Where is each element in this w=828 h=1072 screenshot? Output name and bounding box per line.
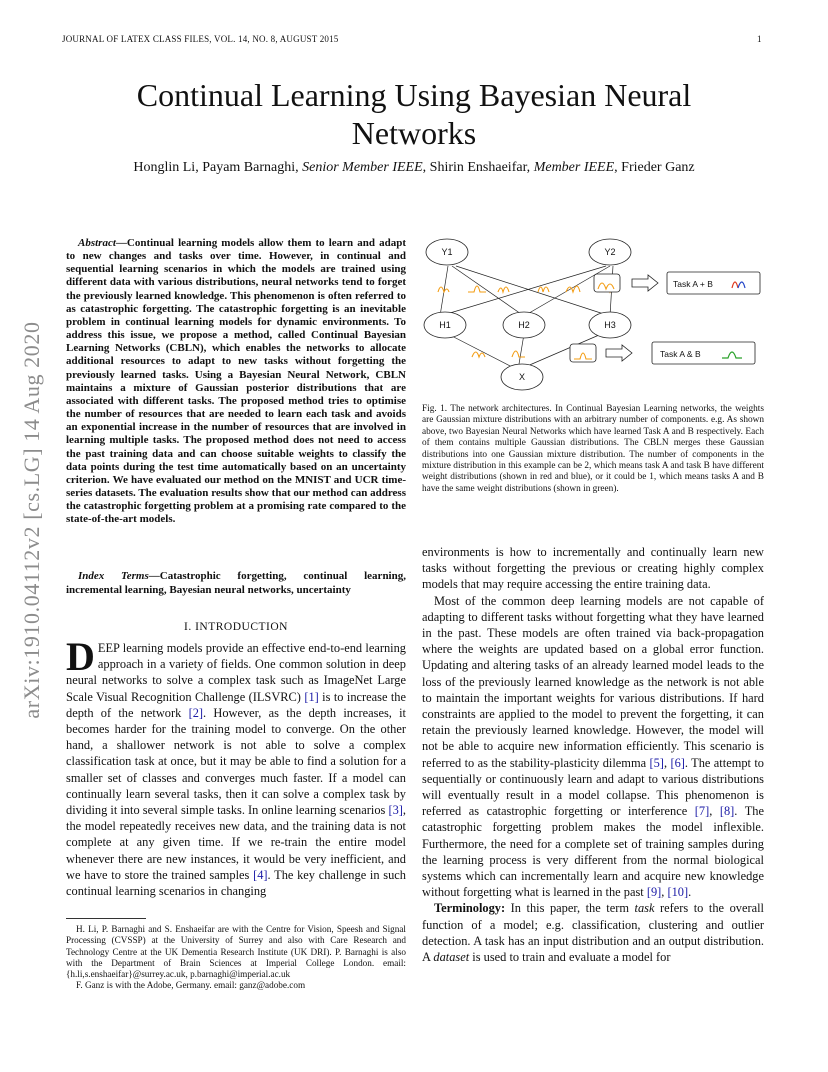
abstract-text: —Continual learning models allow them to learn and adapt to new changes and tasks over time. However, in continual and sequential learning scenarios in which the models are trained using different data with various distributions, neural networks tend to forget the previously learned knowledge. This phenomenon is often referred to as catastrophic forgetting. The catastrophic forgetting is an inevitable problem in continual learning models for dynamic environments. To address this issue, we propose a method, called Continual Bayesian Learning Networks (CBLN), which enables the networks to allocate additional resources to adapt to new tasks without forgetting the previously learned tasks. Using a Bayesian Neural Network, CBLN maintains a mixture of Gaussian posterior distributions that are associated with different tasks. The proposed method tries to optimise the number of resources that are needed to learn each task and avoids an exponential increase in the number of resources that are involved in learning multiple tasks. The proposed method does not need to access the past training data and can choose suitable weights to classify the data points during the test time automatically based on an uncertainty criterion. We have evaluated our method on the MNIST and UCR time-series datasets. The evaluation results show that our method can address the catastrophic forgetting problem at a promising rate compared to the state-of-the-art models. <box>66 237 406 526</box>
section-heading: I. INTRODUCTION <box>184 621 288 633</box>
citation-link[interactable]: [7] <box>694 804 710 819</box>
drop-cap: D <box>66 634 95 679</box>
body-text: refers to the overall function of a model; e.g. classification, clustering and outlier detection. A task has an input distribution and an output distribution. A <box>422 901 764 965</box>
network-architecture-figure <box>420 232 765 402</box>
arxiv-stamp-container <box>12 285 52 755</box>
running-header: JOURNAL OF LATEX CLASS FILES, VOL. 14, NO. 8, AUGUST 2015 <box>62 34 339 44</box>
footnotes <box>66 924 406 992</box>
task-box-label: Task A + B <box>673 279 713 289</box>
abstract <box>66 237 406 526</box>
citation-link[interactable]: [1] <box>304 689 319 704</box>
author-text: , Shirin Enshaeifar, <box>422 160 534 175</box>
author-list <box>60 160 768 176</box>
body-text: In this paper, the term <box>505 901 635 916</box>
node-h3-label: H3 <box>604 320 616 330</box>
citation-link[interactable]: [10] <box>667 885 689 900</box>
emphasis: task <box>634 901 655 916</box>
node-h2-label: H2 <box>518 320 530 330</box>
paragraph: environments is how to incrementally and continually learn new tasks without forgetting the previous or creating highly complex models that may require accessing the entire training data. <box>422 545 764 592</box>
footnote-ganz: F. Ganz is with the Adobe, Germany. email: ganz@adobe.com <box>76 980 306 991</box>
distribution-icon <box>472 352 485 357</box>
citation-link[interactable]: [6] <box>670 755 685 770</box>
body-text: is used to train and evaluate a model for <box>469 950 671 965</box>
citation-link[interactable]: [3] <box>388 803 403 818</box>
footnote-affiliation: H. Li, P. Barnaghi and S. Enshaeifar are with the Centre for Vision, Speesh and Signal Processing (CVSSP) at the University of Surrey and also with Care Research and Technology Centre at the UK Dementia Research Institute (UK DRI). P. Barnaghi is also with the Department of Brain Sciences at Imperial College London. email: {h.li,s.enshaeifar}@surrey.ac.uk, p.barnaghi@imperial.ac.uk <box>66 924 406 980</box>
figure-caption: Fig. 1. The network architectures. In Continual Bayesian Learning networks, the weights are Gaussian mixture distributions with an arbitrary number of components. e.g. As shown above, two Bayesian Neural Networks which have learned Task A and B respectively. Each of them contains multiple Gaussian distributions. The CBLN merges these Gaussian distributions into one Gaussian mixture distribution. The number of components in the mixture distribution in this example can be 2, which means task A and task B have different weight distributions (shown in red and blue), or it could be 1, which means tasks A and B have the same weight distributions (shown in green). <box>422 404 764 494</box>
node-y2-label: Y2 <box>604 247 616 257</box>
distribution-icon <box>538 287 549 292</box>
body-text: . The key challenge in such continual learning scenarios in changing <box>66 867 406 899</box>
page-number: 1 <box>757 34 762 44</box>
author-text: , Frieder Ganz <box>614 160 695 175</box>
body-text: . <box>688 885 692 900</box>
footnote-rule <box>66 918 146 919</box>
index-terms-text: —Catastrophic forgetting, continual learning, incremental learning, Bayesian neural networks, uncertainty <box>66 570 406 596</box>
emphasis: dataset <box>433 950 470 965</box>
author-role: Member IEEE <box>533 160 615 175</box>
body-text: EEP learning models provide an effective end-to-end learning approach in a variety of fields. One common solution in deep neural networks to solve a complex task such as ImageNet Large Scale Visual Recognition Challenge (ILSVRC) <box>66 641 406 704</box>
paper-title: Continual Learning Using Bayesian Neural Networks <box>136 77 692 151</box>
body-text: is to increase the depth of the network <box>66 689 406 720</box>
citation-link[interactable]: [4] <box>253 867 268 882</box>
arxiv-stamp: arXiv:1910.04112v2 [cs.LG] 14 Aug 2020 <box>19 321 44 719</box>
right-column-text <box>422 544 764 965</box>
body-text: , the model repeatedly receives new data, and the training data is not complete at any given time. If we re-train the entire model whenever there are new instances, it would be very inefficient, and we have to store the trained samples <box>66 803 406 882</box>
index-terms <box>66 570 406 597</box>
intro-paragraph <box>66 634 406 899</box>
distribution-icon <box>566 286 580 292</box>
body-text: . The attempt to sequentially or continuously learn and adapt to various distributions will eventually result in a model collapse. This phenomenon is referred as catastrophic forgetting or interference <box>422 755 764 819</box>
node-x-label: X <box>518 372 526 382</box>
citation-link[interactable]: [9] <box>646 885 662 900</box>
node-y1-label: Y1 <box>441 247 453 257</box>
body-text: . The catastrophic forgetting problem makes the model inflexible. Furthermore, the need for a complete set of training samples during the learning process is very different from the normal biological systems which can incrementally learn and acquire new knowledge without forgetting what is learned in the past <box>422 804 764 900</box>
citation-link[interactable]: [8] <box>719 804 735 819</box>
distribution-icon <box>498 287 509 292</box>
author-text: Honglin Li, Payam Barnaghi, <box>133 160 303 175</box>
distribution-icon <box>512 351 525 357</box>
body-text: Most of the common deep learning models are not capable of adapting to different tasks without forgetting what they have learned in the past. These models are often trained via back-propagation where the weights are updated based on a global error function. Updating and altering tasks of an already learned model leads to the loss of the previously learned knowledge as the network is not able to maintain the important weights for various distributions. If hard constraints are applied to the model to prevent the forgetting, it can retain the previously learned knowledge. However, the model will not be able to acquire new information efficiently. This scenario is referred to as the stability-plasticity dilemma <box>422 593 764 770</box>
terminology-label: Terminology: <box>434 901 506 916</box>
citation-link[interactable]: [5] <box>649 755 664 770</box>
distribution-icon <box>468 286 486 292</box>
paragraph: Most of the common deep learning models are not capable of adapting to different tasks without forgetting what they have learned in the past. These models are often trained via back-propagation where the weights are updated based on a global error function. Updating and altering tasks of an already learned model leads to the loss of the previously learned knowledge as the network is not able to maintain the important weights for various distributions. If hard constraints are applied to the model to prevent the forgetting, it can retain the previously learned knowledge. However, the model will not be able to acquire new information efficiently. This scenario is referred to as the stability-plasticity dilemma [5], [6]. The attempt to sequentially or continuously learn and adapt to various distributions will eventually result in a model collapse. This phenomenon is referred as catastrophic forgetting or interference [7], [8]. The catastrophic forgetting problem makes the model inflexible. Furthermore, the need for a complete set of training samples during the learning process is very different from the normal biological systems which can incrementally learn and acquire new knowledge without forgetting what is learned in the past [9], [10]. <box>422 593 764 900</box>
author-role: Senior Member IEEE <box>302 160 423 175</box>
abstract-label: Abstract <box>78 237 116 249</box>
distribution-icon <box>438 287 449 292</box>
paragraph <box>422 900 764 965</box>
node-h1-label: H1 <box>439 320 451 330</box>
index-terms-label: Index Terms <box>78 570 149 582</box>
task-box-label: Task A & B <box>660 349 701 359</box>
body-text: . However, as the depth increases, it becomes harder for the training model to converge. On the other hand, a shallower network is not able to solve a complex classification task at once, but it may be able to find a solution for a smaller set of classes and converges much faster. If a model can continually learn several tasks, then it can solve a complex task by dividing it into several simple tasks. In online learning scenarios <box>66 705 406 818</box>
citation-link[interactable]: [2] <box>188 705 204 720</box>
